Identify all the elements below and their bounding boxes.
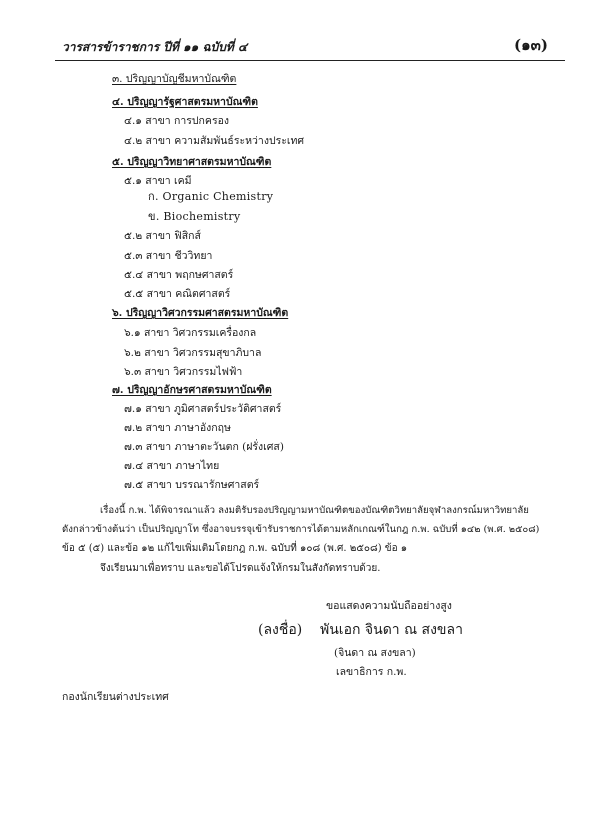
- section-heading: ๖. ปริญญาวิศวกรรมศาสตรมหาบัณฑิต: [112, 307, 289, 319]
- department: กองนักเรียนต่างประเทศ: [62, 691, 169, 703]
- list-item: ๕.๑ สาขา เคมี: [124, 175, 192, 187]
- body-line: เรื่องนี้ ก.พ. ได้พิจารณาแล้ว ลงมติรับรองปริญญามหาบัณฑิตของบัณฑิตวิทยาลัยจุฬาลงกรณ์มหาวิทยาลัย: [100, 505, 529, 516]
- list-item: ๗.๓ สาขา ภาษาตะวันตก (ฝรั่งเศส): [124, 441, 284, 453]
- journal-header: วารสารข้าราชการ ปีที่ ๑๑ ฉบับที่ ๔: [62, 40, 248, 54]
- list-item: ๕.๒ สาขา ฟิสิกส์: [124, 230, 201, 242]
- list-item: ๔.๒ สาขา ความสัมพันธ์ระหว่างประเทศ: [124, 135, 305, 147]
- body-line: ข้อ ๕ (๕) และข้อ ๑๒ แก้ไขเพิ่มเติมโดยกฎ ก.พ. ฉบับที่ ๑๐๘ (พ.ศ. ๒๕๐๘) ข้อ ๑: [62, 543, 408, 554]
- list-item: ๖.๑ สาขา วิศวกรรมเครื่องกล: [124, 327, 257, 339]
- signed-label: (ลงชื่อ): [258, 622, 303, 638]
- body-line: จึงเรียนมาเพื่อทราบ และขอได้โปรดแจ้งให้กรมในสังกัดทราบด้วย.: [100, 563, 381, 574]
- header-rule: [55, 60, 565, 61]
- list-item: ๖.๓ สาขา วิศวกรรมไฟฟ้า: [124, 366, 243, 378]
- list-subitem: ข. Biochemistry: [148, 210, 241, 223]
- section-heading: ๕. ปริญญาวิทยาศาสตรมหาบัณฑิต: [112, 156, 272, 168]
- list-item: ๗.๕ สาขา บรรณารักษศาสตร์: [124, 479, 260, 491]
- signer-name: พันเอก จินดา ณ สงขลา: [320, 622, 463, 638]
- section-heading: ๔. ปริญญารัฐศาสตรมหาบัณฑิต: [112, 96, 258, 108]
- page-number: (๑๓): [514, 36, 548, 54]
- section-heading: ๗. ปริญญาอักษรศาสตรมหาบัณฑิต: [112, 384, 272, 396]
- list-subitem: ก. Organic Chemistry: [148, 190, 274, 203]
- list-item: ๗.๔ สาขา ภาษาไทย: [124, 460, 220, 472]
- list-item: ๕.๕ สาขา คณิตศาสตร์: [124, 288, 231, 300]
- list-item: ๖.๒ สาขา วิศวกรรมสุขาภิบาล: [124, 347, 262, 359]
- list-item: ๔.๑ สาขา การปกครอง: [124, 115, 230, 127]
- section-heading: ๓. ปริญญาบัญชีมหาบัณฑิต: [112, 73, 237, 85]
- list-item: ๗.๒ สาขา ภาษาอังกฤษ: [124, 422, 231, 434]
- list-item: ๕.๓ สาขา ชีววิทยา: [124, 250, 213, 262]
- signer-name-parenthetical: (จินดา ณ สงขลา): [334, 647, 416, 659]
- body-line: ดังกล่าวข้างต้นว่า เป็นปริญญาโท ซึ่งอาจบรรจุเข้ารับราชการได้ตามหลักเกณฑ์ในกฎ ก.พ. ฉบับที่ ๑๔๒ (พ.ศ. ๒๕๐๘): [62, 524, 540, 535]
- signer-position: เลขาธิการ ก.พ.: [336, 666, 407, 678]
- list-item: ๕.๔ สาขา พฤกษศาสตร์: [124, 269, 234, 281]
- list-item: ๗.๑ สาขา ภูมิศาสตร์ประวัติศาสตร์: [124, 403, 282, 415]
- closing-respect: ขอแสดงความนับถืออย่างสูง: [326, 600, 452, 612]
